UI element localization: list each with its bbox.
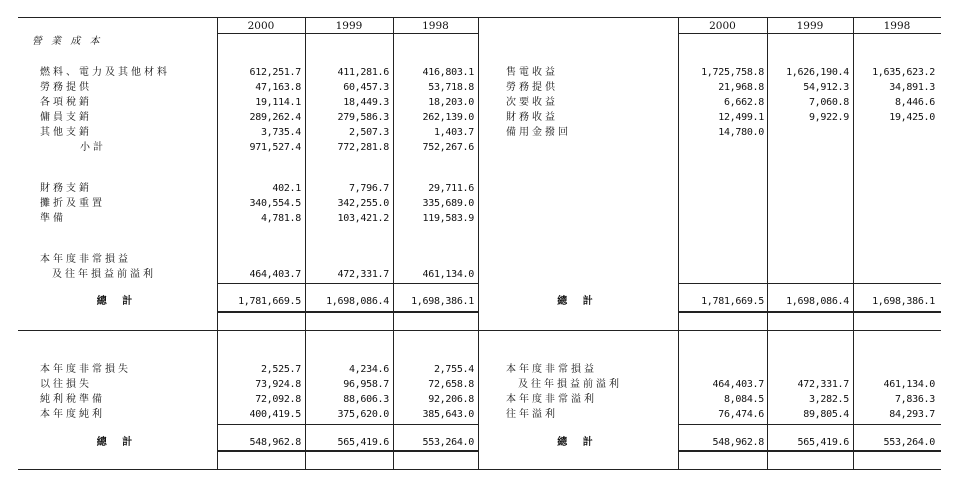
revenue-row-value: 9,922.9 xyxy=(808,112,849,123)
total2-value-right: 553,264.0 xyxy=(883,437,935,448)
cost-row-value: 262,139.0 xyxy=(422,112,474,123)
appropriation-row-label: 純利稅準備 xyxy=(40,394,105,405)
rule-v-mid xyxy=(478,17,479,470)
total2-value-left: 548,962.8 xyxy=(249,437,301,448)
cost-row-label: 小計 xyxy=(80,142,106,153)
rule-h-total1-under-left xyxy=(217,311,478,313)
total2-label-left: 總 計 xyxy=(96,437,139,448)
cost-row-value: 60,457.3 xyxy=(343,82,389,93)
rule-h-total2-under-left xyxy=(217,450,478,452)
cost-row-value: 416,803.1 xyxy=(422,67,474,78)
cost-row-value: 340,554.5 xyxy=(249,198,301,209)
rule-h-header-left xyxy=(217,33,478,34)
appropriation-row-value: 72,658.8 xyxy=(428,379,474,390)
profit-row-label: 及往年損益前溢利 xyxy=(518,379,622,390)
rule-h-section-divider xyxy=(18,330,941,331)
revenue-row-label: 售電收益 xyxy=(506,67,558,78)
rule-h-total1-top-left xyxy=(217,283,478,284)
cost-row-value: 612,251.7 xyxy=(249,67,301,78)
year-header-right-2000: 2000 xyxy=(709,20,736,32)
revenue-row-label: 次要收益 xyxy=(506,97,558,108)
cost-row-label: 勞務提供 xyxy=(40,82,92,93)
cost-row-value: 461,134.0 xyxy=(422,269,474,280)
appropriation-row-label: 本年度純利 xyxy=(40,409,105,420)
year-header-right-1998: 1998 xyxy=(883,20,911,32)
total-label-left: 總 計 xyxy=(96,296,139,307)
cost-row-label: 及往年損益前溢利 xyxy=(52,269,156,280)
cost-row-value: 3,735.4 xyxy=(260,127,301,138)
cost-row-value: 472,331.7 xyxy=(337,269,389,280)
cost-row-value: 19,114.1 xyxy=(255,97,301,108)
revenue-row-value: 6,662.8 xyxy=(723,97,764,108)
profit-row-value: 461,134.0 xyxy=(883,379,935,390)
cost-row-value: 464,403.7 xyxy=(249,269,301,280)
cost-row-value: 335,689.0 xyxy=(422,198,474,209)
year-header-left-2000: 2000 xyxy=(247,20,275,32)
appropriation-row-value: 375,620.0 xyxy=(337,409,389,420)
total-value-right: 1,781,669.5 xyxy=(701,296,764,307)
revenue-row-value: 8,446.6 xyxy=(894,97,935,108)
profit-row-value: 3,282.5 xyxy=(808,394,849,405)
total2-value-right: 565,419.6 xyxy=(797,437,849,448)
appropriation-row-value: 88,606.3 xyxy=(343,394,389,405)
revenue-row-value: 12,499.1 xyxy=(718,112,764,123)
year-header-right-1999: 1999 xyxy=(796,20,824,32)
total2-label-right: 總 計 xyxy=(557,437,599,448)
cost-row-label: 攤折及重置 xyxy=(40,198,105,209)
rule-h-top xyxy=(18,17,941,18)
profit-row-value: 8,084.5 xyxy=(723,394,764,405)
cost-row-label: 各項稅銷 xyxy=(40,97,92,108)
cost-row-value: 289,262.4 xyxy=(249,112,301,123)
year-header-left-1999: 1999 xyxy=(335,20,363,32)
total-label-right: 總 計 xyxy=(557,296,599,307)
cost-row-value: 402.1 xyxy=(272,183,301,194)
rule-h-bottom xyxy=(18,469,941,470)
cost-row-value: 7,796.7 xyxy=(348,183,389,194)
rule-h-total2-top-left xyxy=(217,424,478,425)
rule-h-total1-top-right xyxy=(678,283,941,284)
cost-row-value: 53,718.8 xyxy=(428,82,474,93)
revenue-row-value: 7,060.8 xyxy=(808,97,849,108)
cost-row-value: 279,586.3 xyxy=(337,112,389,123)
cost-row-label: 燃料、電力及其他材料 xyxy=(40,67,170,78)
cost-row-label: 財務支銷 xyxy=(40,183,92,194)
revenue-row-value: 1,635,623.2 xyxy=(872,67,935,78)
profit-row-value: 76,474.6 xyxy=(718,409,764,420)
cost-row-value: 971,527.4 xyxy=(249,142,301,153)
appropriation-row-label: 以往損失 xyxy=(40,379,92,390)
appropriation-row-value: 96,958.7 xyxy=(343,379,389,390)
appropriation-row-value: 72,092.8 xyxy=(255,394,301,405)
revenue-row-label: 備用金撥回 xyxy=(506,127,571,138)
cost-row-value: 411,281.6 xyxy=(337,67,389,78)
appropriation-row-label: 本年度非常損失 xyxy=(40,364,131,375)
cost-row-value: 2,507.3 xyxy=(348,127,389,138)
revenue-row-value: 1,725,758.8 xyxy=(701,67,764,78)
cost-row-label: 準備 xyxy=(40,213,66,224)
profit-row-value: 84,293.7 xyxy=(889,409,935,420)
revenue-row-label: 勞務提供 xyxy=(506,82,558,93)
revenue-row-value: 1,626,190.4 xyxy=(786,67,849,78)
rule-h-header-right xyxy=(678,33,941,34)
cost-row-label: 其他支銷 xyxy=(40,127,92,138)
total-value-right: 1,698,086.4 xyxy=(786,296,849,307)
rule-h-total1-under-right xyxy=(678,311,941,313)
section-category-title: 營 業 成 本 xyxy=(32,36,103,47)
appropriation-row-value: 2,755.4 xyxy=(433,364,474,375)
total2-value-left: 553,264.0 xyxy=(422,437,474,448)
cost-row-value: 29,711.6 xyxy=(428,183,474,194)
revenue-row-value: 21,968.8 xyxy=(718,82,764,93)
appropriation-row-value: 73,924.8 xyxy=(255,379,301,390)
cost-row-value: 1,403.7 xyxy=(433,127,474,138)
revenue-row-label: 財務收益 xyxy=(506,112,558,123)
profit-row-value: 464,403.7 xyxy=(712,379,764,390)
appropriation-row-value: 92,206.8 xyxy=(428,394,474,405)
profit-row-value: 89,805.4 xyxy=(803,409,849,420)
revenue-row-value: 14,780.0 xyxy=(718,127,764,138)
cost-row-label: 本年度非常損益 xyxy=(40,254,131,265)
appropriation-row-value: 4,234.6 xyxy=(348,364,389,375)
total-value-right: 1,698,386.1 xyxy=(872,296,935,307)
total2-value-left: 565,419.6 xyxy=(337,437,389,448)
cost-row-value: 752,267.6 xyxy=(422,142,474,153)
revenue-row-value: 54,912.3 xyxy=(803,82,849,93)
cost-row-value: 18,203.0 xyxy=(428,97,474,108)
cost-row-label: 傭員支銷 xyxy=(40,112,92,123)
cost-row-value: 342,255.0 xyxy=(337,198,389,209)
appropriation-row-value: 385,643.0 xyxy=(422,409,474,420)
revenue-row-value: 34,891.3 xyxy=(889,82,935,93)
cost-row-value: 119,583.9 xyxy=(422,213,474,224)
appropriation-row-value: 2,525.7 xyxy=(260,364,301,375)
rule-h-total2-top-right xyxy=(678,424,941,425)
appropriation-row-value: 400,419.5 xyxy=(249,409,301,420)
total2-value-right: 548,962.8 xyxy=(712,437,764,448)
rule-h-total2-under-right xyxy=(678,450,941,452)
revenue-row-value: 19,425.0 xyxy=(889,112,935,123)
profit-row-label: 本年度非常損益 xyxy=(506,364,597,375)
profit-row-value: 7,836.3 xyxy=(894,394,935,405)
cost-row-value: 47,163.8 xyxy=(255,82,301,93)
profit-row-label: 本年度非常溢利 xyxy=(506,394,597,405)
total-value-left: 1,698,386.1 xyxy=(411,296,474,307)
cost-row-value: 103,421.2 xyxy=(337,213,389,224)
cost-row-value: 4,781.8 xyxy=(260,213,301,224)
total-value-left: 1,698,086.4 xyxy=(326,296,389,307)
profit-row-label: 往年溢利 xyxy=(506,409,558,420)
cost-row-value: 772,281.8 xyxy=(337,142,389,153)
profit-row-value: 472,331.7 xyxy=(797,379,849,390)
year-header-left-1998: 1998 xyxy=(422,20,449,32)
cost-row-value: 18,449.3 xyxy=(343,97,389,108)
total-value-left: 1,781,669.5 xyxy=(238,296,301,307)
